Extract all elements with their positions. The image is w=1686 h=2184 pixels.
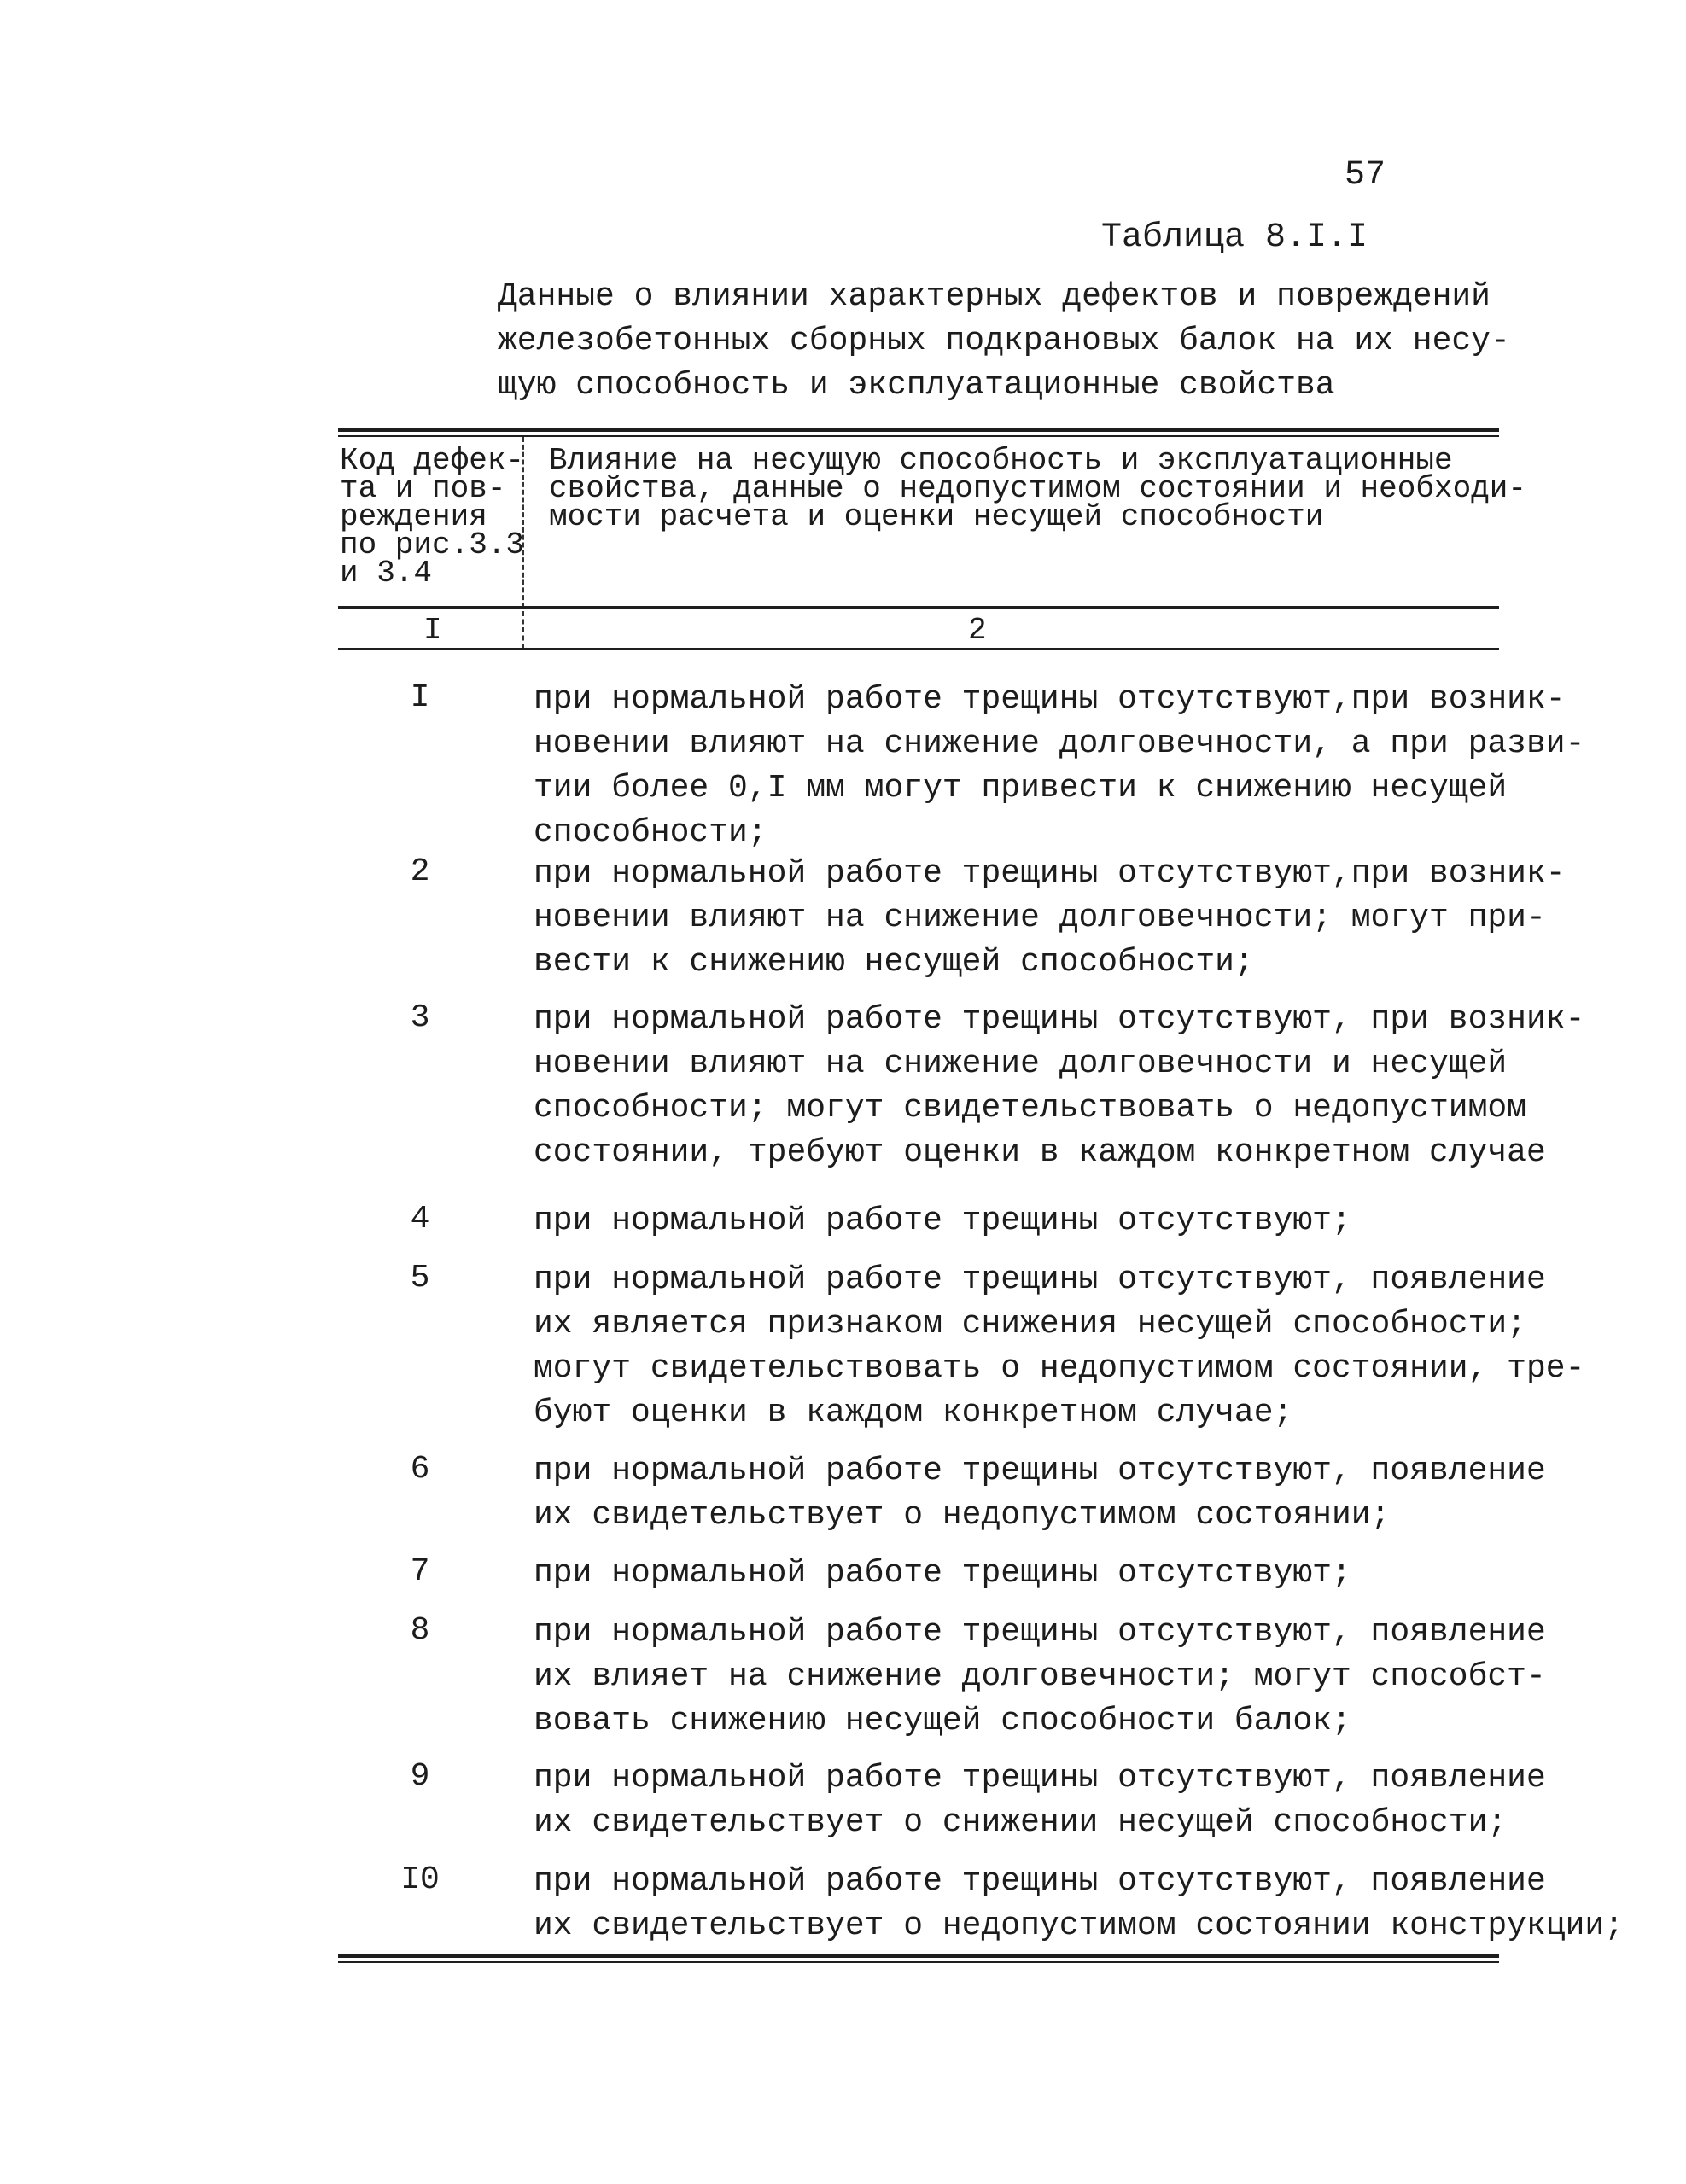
row-description bbox=[534, 1449, 1546, 1538]
row-description bbox=[534, 852, 1566, 985]
number-row-rule bbox=[338, 648, 1499, 650]
row-code: 5 bbox=[410, 1260, 430, 1296]
table-bottom-rule bbox=[338, 1954, 1499, 1958]
description-line: вести к снижению несущей способности; bbox=[534, 944, 1254, 981]
header-col1-line: и 3.4 bbox=[340, 556, 433, 591]
row-description bbox=[534, 998, 1584, 1175]
row-code: I bbox=[410, 679, 430, 716]
description-line: новении влияют на снижение долговечности; могут при- bbox=[534, 900, 1546, 936]
table-top-rule-thin bbox=[338, 435, 1499, 437]
col2-number: 2 bbox=[968, 613, 987, 648]
header-col1-line: по рис.3.3 bbox=[340, 527, 525, 562]
description-line: тии более 0,I мм могут привести к снижению несущей bbox=[534, 770, 1508, 807]
caption-line: щую способность и эксплуатационные свойства bbox=[498, 367, 1335, 404]
description-line: способности; bbox=[534, 814, 767, 851]
table-number: Таблица 8.I.I bbox=[1101, 218, 1368, 257]
row-description bbox=[534, 1552, 1351, 1596]
header-bottom-rule bbox=[338, 606, 1499, 609]
description-line: их является признаком снижения несущей способности; bbox=[534, 1306, 1526, 1342]
row-code: 3 bbox=[410, 999, 430, 1036]
description-line: вовать снижению несущей способности балок; bbox=[534, 1703, 1351, 1739]
description-line: при нормальной работе трещины отсутствуют, появление bbox=[534, 1261, 1546, 1298]
row-description bbox=[534, 1756, 1546, 1845]
description-line: при нормальной работе трещины отсутствуют; bbox=[534, 1203, 1351, 1239]
row-code: 4 bbox=[410, 1201, 430, 1238]
row-code: I0 bbox=[400, 1861, 440, 1898]
description-line: при нормальной работе трещины отсутствуют, появление bbox=[534, 1760, 1546, 1797]
table-top-rule bbox=[338, 428, 1499, 432]
description-line: новении влияют на снижение долговечности, а при разви- bbox=[534, 725, 1585, 762]
row-description bbox=[534, 1258, 1584, 1436]
description-line: новении влияют на снижение долговечности и несущей bbox=[534, 1045, 1508, 1082]
description-line: их свидетельствует о недопустимом состоянии; bbox=[534, 1497, 1391, 1534]
row-description bbox=[534, 678, 1584, 855]
row-code: 8 bbox=[410, 1612, 430, 1649]
header-col2-line: Влияние на несущую способность и эксплуатационные bbox=[549, 443, 1453, 478]
row-description bbox=[534, 1860, 1624, 1948]
row-code: 6 bbox=[410, 1451, 430, 1488]
description-line: могут свидетельствовать о недопустимом состоянии, тре- bbox=[534, 1350, 1585, 1387]
header-col1-line: та и пов- bbox=[340, 471, 506, 506]
header-col2-line: свойства, данные о недопустимом состоянии и необходи- bbox=[549, 471, 1526, 506]
row-code: 7 bbox=[410, 1553, 430, 1590]
table-caption bbox=[498, 275, 1510, 408]
page-number: 57 bbox=[1345, 156, 1386, 195]
description-line: при нормальной работе трещины отсутствуют; bbox=[534, 1555, 1351, 1592]
description-line: при нормальной работе трещины отсутствуют, появление bbox=[534, 1453, 1546, 1489]
row-code: 9 bbox=[410, 1758, 430, 1795]
caption-line: Данные о влиянии характерных дефектов и повреждений bbox=[498, 278, 1491, 315]
row-code: 2 bbox=[410, 853, 430, 890]
description-line: буют оценки в каждом конкретном случае; bbox=[534, 1395, 1293, 1431]
table-bottom-rule-thin bbox=[338, 1961, 1499, 1963]
header-col1-line: реждения bbox=[340, 499, 487, 534]
description-line: при нормальной работе трещины отсутствуют,при возник- bbox=[534, 681, 1566, 718]
description-line: при нормальной работе трещины отсутствуют, при возник- bbox=[534, 1001, 1585, 1038]
header-col2-line: мости расчета и оценки несущей способности bbox=[549, 499, 1324, 534]
description-line: их свидетельствует о снижении несущей способности; bbox=[534, 1804, 1508, 1841]
row-description bbox=[534, 1199, 1351, 1243]
description-line: их влияет на снижение долговечности; могут способст- bbox=[534, 1658, 1546, 1695]
col1-number: I bbox=[423, 613, 442, 648]
description-line: при нормальной работе трещины отсутствуют,при возник- bbox=[534, 855, 1566, 892]
description-line: при нормальной работе трещины отсутствуют, появление bbox=[534, 1614, 1546, 1651]
description-line: их свидетельствует о недопустимом состоянии конструкции; bbox=[534, 1907, 1625, 1944]
header-col2 bbox=[549, 443, 1526, 534]
number-row-divider bbox=[522, 611, 524, 649]
description-line: состоянии, требуют оценки в каждом конкретном случае bbox=[534, 1134, 1546, 1171]
row-description bbox=[534, 1610, 1546, 1744]
header-col1-line: Код дефек- bbox=[340, 443, 525, 478]
description-line: при нормальной работе трещины отсутствуют, появление bbox=[534, 1863, 1546, 1900]
header-col1 bbox=[340, 443, 525, 591]
description-line: способности; могут свидетельствовать о недопустимом bbox=[534, 1090, 1526, 1127]
caption-line: железобетонных сборных подкрановых балок на их несу- bbox=[498, 323, 1510, 359]
